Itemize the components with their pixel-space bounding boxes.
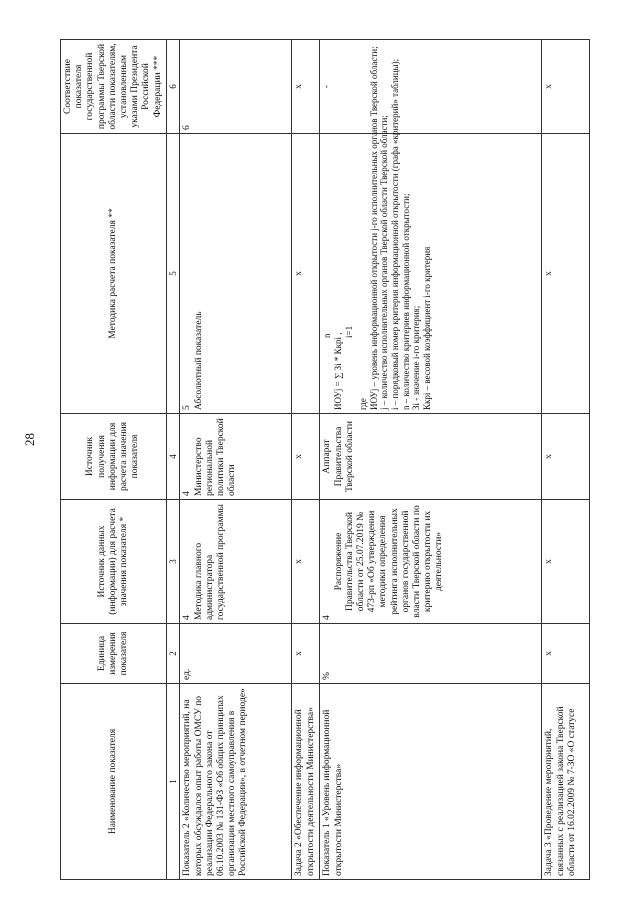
data-source-marker: 4	[182, 615, 193, 620]
method-cell	[180, 134, 292, 414]
method-text: Абсолютный показатель	[193, 311, 204, 410]
info-source-cell	[180, 414, 292, 500]
formula-line: Ккрi – весовой коэффициент i-го критерия	[421, 246, 432, 410]
header-indicator-name: Наименование показателя	[61, 684, 167, 880]
data-source-marker: 4	[322, 615, 333, 620]
column-number-row	[166, 40, 180, 880]
info-source-cell: х	[292, 414, 320, 500]
col-number: 5	[166, 134, 180, 414]
unit-value: ед.	[182, 668, 193, 680]
info-source-cell: х	[542, 414, 590, 500]
unit-cell: х	[292, 624, 320, 684]
formula-line: n – количество критериев информационной открытости;	[400, 193, 411, 410]
table-row	[180, 40, 292, 880]
method-cell: х	[542, 134, 590, 414]
unit-cell: %	[320, 624, 542, 684]
formula-line: j – количество исполнительных органов Тверской области Тверской области;	[379, 115, 390, 410]
page-number: 28	[22, 433, 37, 446]
task-name: Задача 3 «Проведение мероприятий, связанных с реализацией закона Тверской области от 16.02.2009 № 7-ЗО «О статусе	[542, 684, 590, 880]
unit-cell: х	[542, 624, 590, 684]
header-data-source: Источник данных (информации) для расчета значения показателя *	[61, 500, 167, 624]
table-row	[292, 40, 320, 880]
rotated-table-page	[60, 40, 582, 880]
formula-sum-top: n	[322, 333, 333, 338]
data-source-cell	[180, 500, 292, 624]
method-marker: 5	[182, 405, 193, 410]
data-source-cell	[320, 500, 542, 624]
unit-cell	[180, 624, 292, 684]
header-method: Методика расчета показателя **	[61, 134, 167, 414]
formula-line: ИОУj – уровень информационной открытости j-го исполнительных органов Тверской области;	[368, 46, 379, 410]
header-info-source: Источник получения информации для расчета значения показателя	[61, 414, 167, 500]
col-number: 3	[166, 500, 180, 624]
col-number: 1	[166, 684, 180, 880]
col-number: 4	[166, 414, 180, 500]
method-cell: х	[292, 134, 320, 414]
compliance-cell: х	[542, 40, 590, 134]
data-source-text: Методика главного администратора государственной программы	[193, 504, 227, 620]
data-source-text: Распоряжение Правительства Тверской области от 25.07.2019 № 473-рп «Об утверждении методики определения рейтинга исполнительных органов государственной власти Тверской области по критерию открытости их деятельности»	[333, 505, 445, 618]
task-name: Задача 2 «Обеспечение информационной открытости деятельности Министерства»	[292, 684, 320, 880]
table-row	[320, 40, 542, 880]
compliance-cell	[180, 40, 292, 134]
col-number: 6	[166, 40, 180, 134]
formula-sum-bottom: i=1	[343, 325, 354, 338]
data-source-cell: х	[542, 500, 590, 624]
method-formula-cell	[320, 46, 542, 414]
indicator-name: Показатель 1 «Уровень информационной открытости Министерства»	[320, 684, 542, 880]
col-number: 2	[166, 624, 180, 684]
indicator-name: Показатель 2 «Количество мероприятий, на которых обсуждался опыт работы ОМСУ по реализации Федерального закона от 06.10.2003 № 131-ФЗ «Об общих принципах организации местного самоуправления в Российской Федерации», в отчетном периоде»	[180, 684, 292, 880]
formula-line: i – порядковый номер критерия информационной открытости (графа «критерий» таблицы);	[390, 58, 401, 410]
header-row	[61, 40, 167, 880]
formula-line: Зi - значение i-го критерия;	[411, 305, 422, 410]
info-source-cell: Аппарат Правительства Тверской области	[320, 414, 542, 500]
compliance-cell: -	[320, 40, 542, 134]
compliance-marker: 6	[182, 125, 193, 130]
formula-where: где	[358, 398, 369, 410]
info-source-text: Министерство региональной политики Тверской области	[193, 418, 238, 496]
table-row	[542, 40, 590, 880]
indicators-table	[60, 39, 590, 880]
formula-main: ИОУj = ∑ Зi * Ккрi ,	[333, 332, 344, 410]
header-unit: Единица измерения показателя	[61, 624, 167, 684]
info-source-marker: 4	[182, 491, 193, 496]
compliance-cell: х	[292, 40, 320, 134]
data-source-cell: х	[292, 500, 320, 624]
header-compliance: Соответствие показателя государственной программы Тверской области показателям, установленным указами Президента Российской Федерации ***	[61, 40, 167, 134]
